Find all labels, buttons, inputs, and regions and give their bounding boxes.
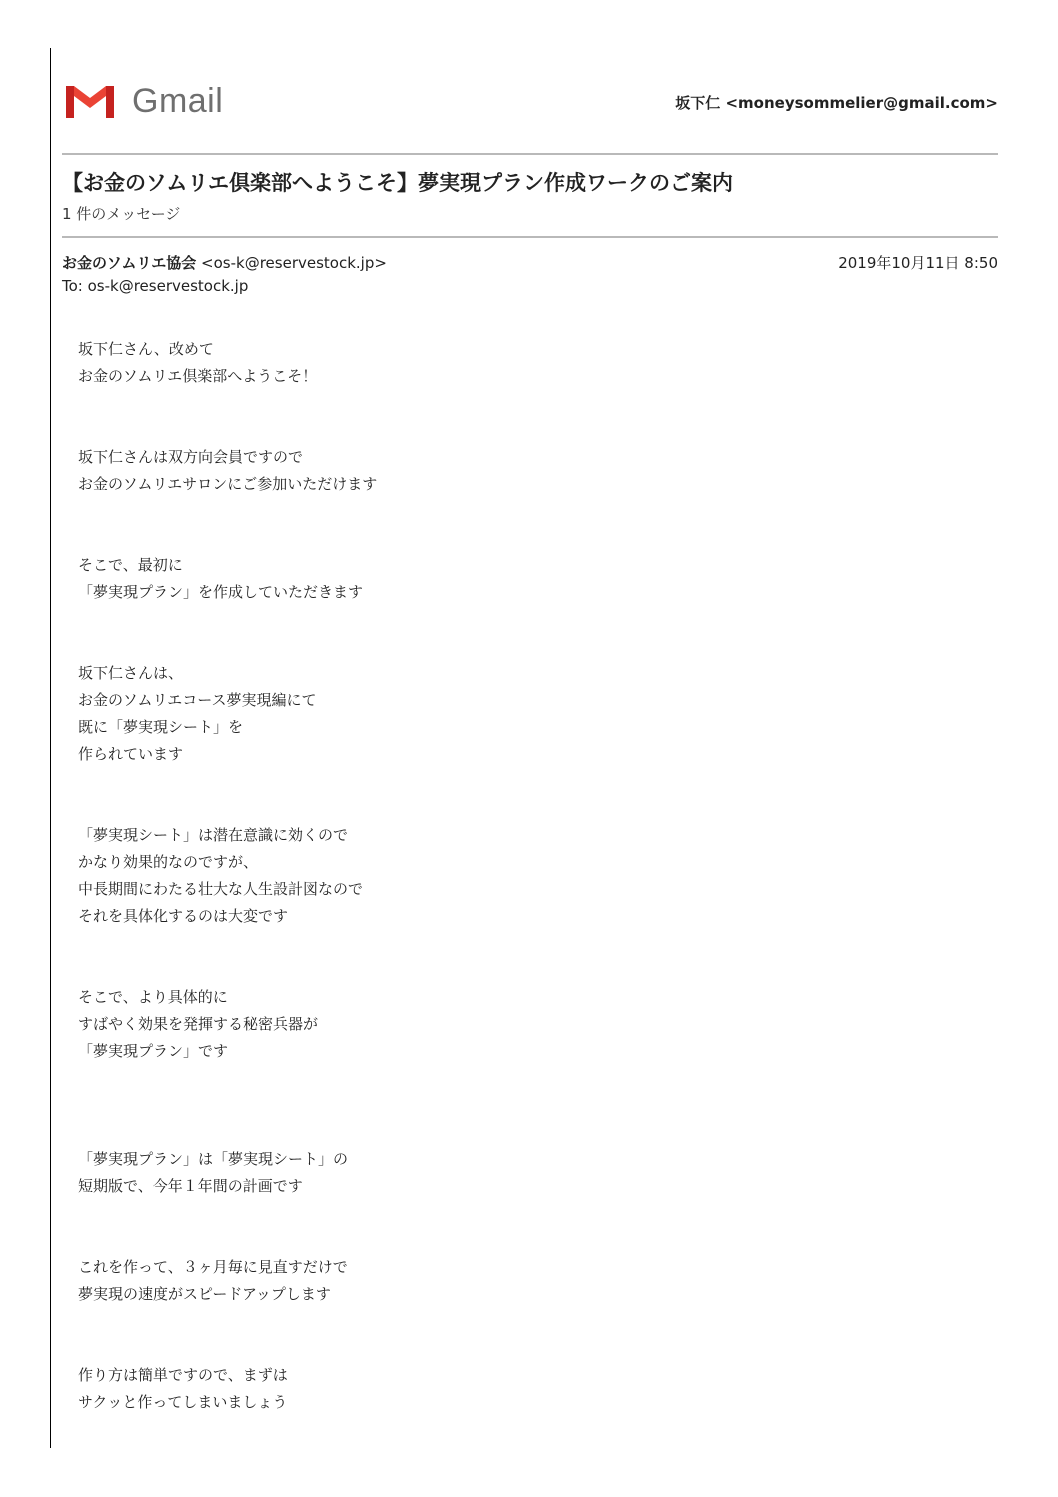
message-body bbox=[78, 336, 678, 1416]
body-line: 坂下仁さんは双方向会員ですので bbox=[78, 448, 304, 466]
sender-name: お金のソムリエ協会 bbox=[62, 254, 197, 272]
body-line: 夢実現の速度がスピードアップします bbox=[78, 1285, 331, 1303]
body-paragraph bbox=[78, 444, 678, 498]
account-label: 坂下仁 <moneysommelier@gmail.com> bbox=[675, 94, 998, 112]
body-paragraph bbox=[78, 984, 678, 1065]
body-line: お金のソムリエコース夢実現編にて bbox=[78, 691, 317, 709]
body-line: 作られています bbox=[78, 745, 184, 763]
message-count: 1 件のメッセージ bbox=[62, 205, 181, 223]
gmail-logo-text: Gmail bbox=[132, 82, 224, 120]
body-paragraph bbox=[78, 1362, 678, 1416]
body-line: お金のソムリエサロンにご参加いただけます bbox=[78, 475, 378, 493]
body-line: お金のソムリエ倶楽部へようこそ！ bbox=[78, 367, 318, 385]
body-paragraph bbox=[78, 336, 678, 390]
body-line: かなり効果的なのですが、 bbox=[78, 853, 259, 871]
body-line: 既に「夢実現シート」を bbox=[78, 718, 244, 736]
body-paragraph bbox=[78, 660, 678, 768]
body-paragraph bbox=[78, 1254, 678, 1308]
body-line: すばやく効果を発揮する秘密兵器が bbox=[78, 1015, 319, 1033]
email-subject: 【お金のソムリエ倶楽部へようこそ】夢実現プラン作成ワークのご案内 bbox=[62, 171, 733, 195]
body-line: 「夢実現プラン」は「夢実現シート」の bbox=[78, 1150, 349, 1168]
page-left-border bbox=[50, 48, 51, 1448]
body-line: 坂下仁さん、改めて bbox=[78, 340, 214, 358]
body-line: 短期版で、今年１年間の計画です bbox=[78, 1177, 303, 1195]
sender-email: <os-k@reservestock.jp> bbox=[201, 254, 387, 272]
body-paragraph bbox=[78, 552, 678, 606]
body-line: 作り方は簡単ですので、まずは bbox=[78, 1366, 288, 1384]
body-line: そこで、より具体的に bbox=[78, 988, 228, 1006]
body-line: 「夢実現シート」は潜在意識に効くので bbox=[78, 826, 349, 844]
body-line: これを作って、３ヶ月毎に見直すだけで bbox=[78, 1258, 348, 1276]
body-line: サクッと作ってしまいましょう bbox=[78, 1393, 288, 1411]
body-line: 坂下仁さんは、 bbox=[78, 664, 184, 682]
body-paragraph bbox=[78, 822, 678, 930]
subject-divider bbox=[62, 236, 998, 238]
gmail-logo bbox=[62, 80, 223, 122]
gmail-envelope-icon bbox=[62, 80, 118, 122]
body-line: 「夢実現プラン」です bbox=[78, 1042, 229, 1060]
recipient: To: os-k@reservestock.jp bbox=[62, 277, 249, 295]
body-line: 「夢実現プラン」を作成していただきます bbox=[78, 583, 364, 601]
body-line: そこで、最初に bbox=[78, 556, 183, 574]
message-date: 2019年10月11日 8:50 bbox=[838, 254, 998, 272]
sender bbox=[62, 252, 387, 273]
body-line: それを具体化するのは大変です bbox=[78, 907, 289, 925]
header-divider bbox=[62, 153, 998, 155]
body-paragraph bbox=[78, 1146, 678, 1200]
body-line: 中長期間にわたる壮大な人生設計図なので bbox=[78, 880, 364, 898]
